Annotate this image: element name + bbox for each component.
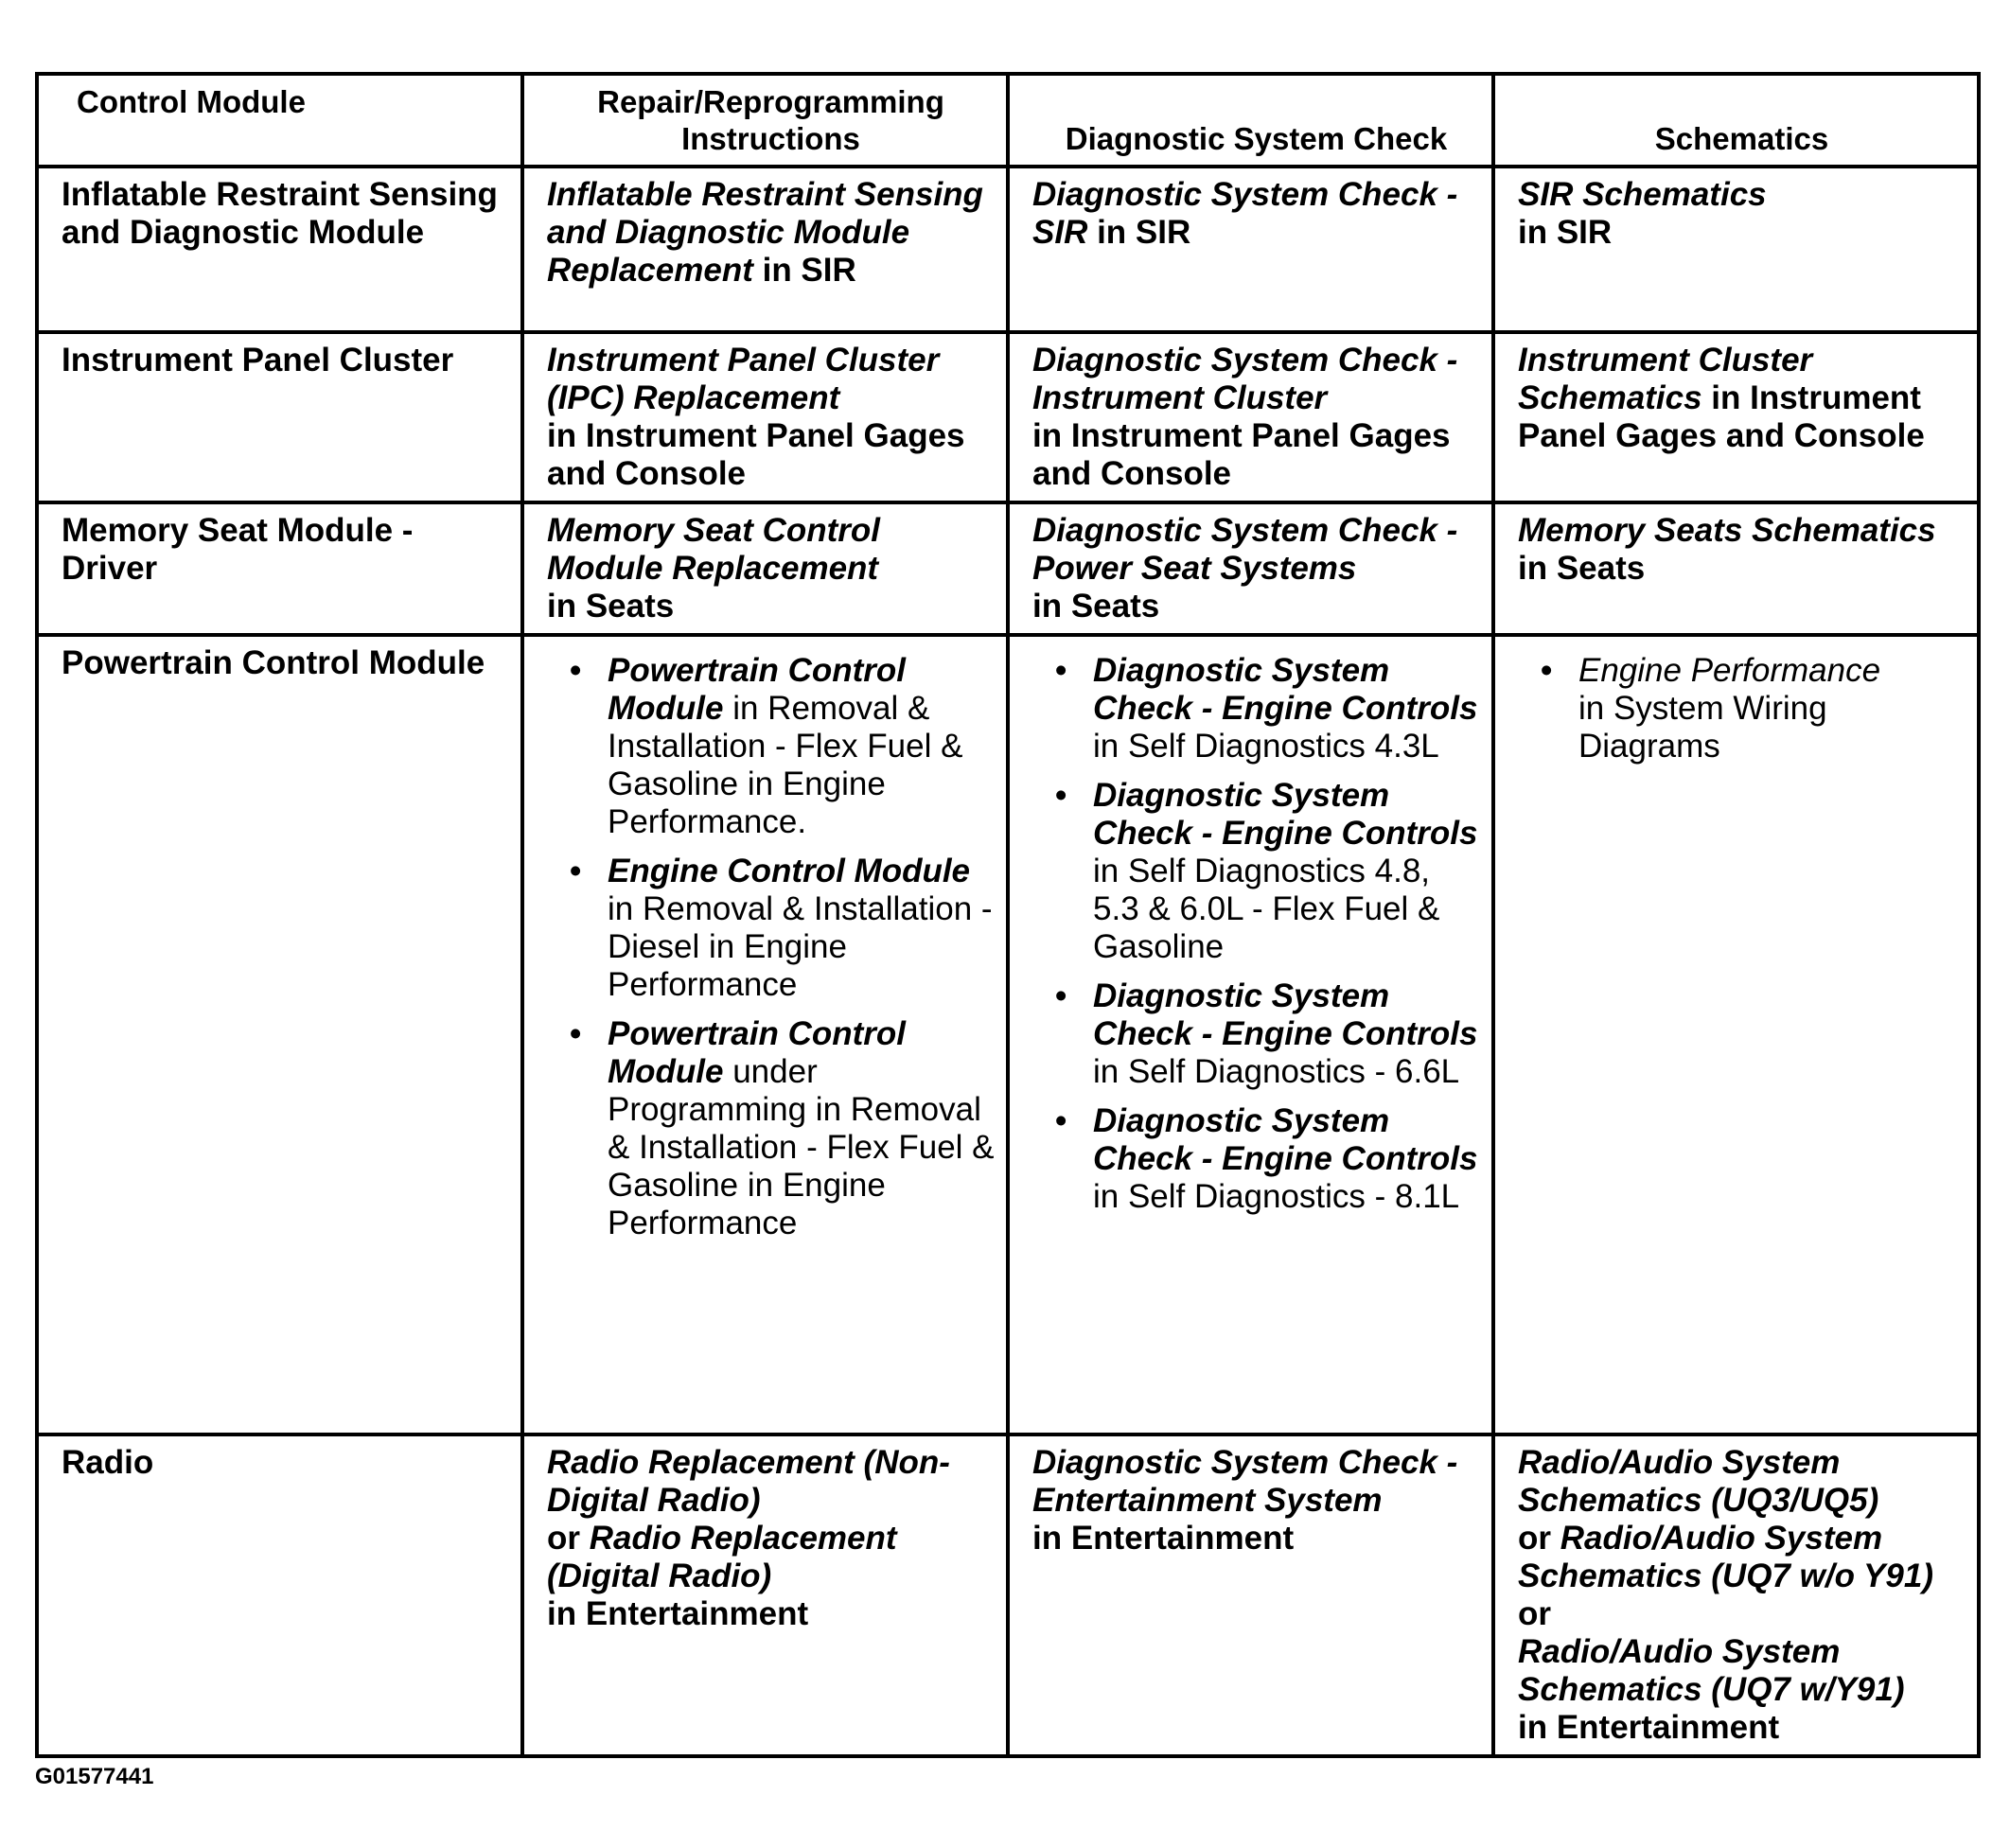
diagnostic-cell bbox=[1008, 635, 1493, 1434]
diagnostic-link: • Diagnostic System Check - Engine Controls bbox=[1093, 977, 1478, 1052]
list-item: • Diagnostic System Check - Engine Controls in Self Diagnostics - 6.6L bbox=[1093, 977, 1480, 1091]
schematics-link: • Engine Performance bbox=[1578, 652, 1881, 689]
diagnostic-cell: Diagnostic System Check - Entertainment System in Entertainment bbox=[1008, 1434, 1493, 1756]
schematics-link: SIR Schematics bbox=[1518, 176, 1767, 213]
header-repair-line1: Repair/Reprogramming bbox=[597, 84, 944, 119]
header-row bbox=[37, 74, 1979, 167]
repair-link: Instrument Panel Cluster (IPC) Replacement bbox=[547, 342, 940, 416]
schematics-cell: SIR Schematics in SIR bbox=[1493, 167, 1979, 332]
schematics-cell: Instrument Cluster Schematics in Instrument Panel Gages and Console bbox=[1493, 332, 1979, 502]
schematics-cell: Radio/Audio System Schematics (UQ3/UQ5) or Radio/Audio System Schematics (UQ7 w/o Y91) or Radio/Audio System Schematics (UQ7 w/Y91) in Entertainment bbox=[1493, 1434, 1979, 1756]
header-repair-instructions bbox=[522, 74, 1008, 167]
list-item: • Engine Performance in System Wiring Diagrams bbox=[1578, 652, 1966, 766]
schematics-link: Instrument Cluster Schematics bbox=[1518, 342, 1813, 416]
repair-link: Powertrain Control Module bbox=[608, 1015, 907, 1090]
schematics-bullet-list bbox=[1518, 652, 1966, 766]
diagnostic-cell: Diagnostic System Check - Power Seat Systems in Seats bbox=[1008, 502, 1493, 635]
schematics-link: Radio/Audio System Schematics (UQ7 w/o Y91) bbox=[1518, 1520, 1933, 1594]
repair-cell: Inflatable Restraint Sensing and Diagnostic Module Replacement in SIR bbox=[522, 167, 1008, 332]
list-item: • Powertrain Control Module in Removal & Installation - Flex Fuel & Gasoline in Engine Performance. bbox=[608, 652, 995, 841]
module-name-cell: Radio bbox=[37, 1434, 522, 1756]
list-item: • Powertrain Control Module under Programming in Removal & Installation - Flex Fuel & Gasoline in Engine Performance bbox=[608, 1015, 995, 1242]
module-name-cell: Powertrain Control Module bbox=[37, 635, 522, 1434]
schematics-cell: Memory Seats Schematics in Seats bbox=[1493, 502, 1979, 635]
repair-cell bbox=[522, 635, 1008, 1434]
list-item: • Diagnostic System Check - Engine Controls in Self Diagnostics - 8.1L bbox=[1093, 1102, 1480, 1216]
diagnostic-link: Diagnostic System Check - Entertainment System bbox=[1032, 1444, 1458, 1519]
diagnostic-link: Diagnostic System Check - Instrument Cluster bbox=[1032, 342, 1458, 416]
diagnostic-link: • Diagnostic System Check - Engine Controls bbox=[1093, 1102, 1478, 1177]
list-item: • Engine Control Module in Removal & Installation - Diesel in Engine Performance bbox=[608, 853, 995, 1004]
table-row bbox=[37, 332, 1979, 502]
repair-link: Powertrain Control Module bbox=[608, 652, 907, 727]
table-row bbox=[37, 635, 1979, 1434]
diagnostic-link: • Diagnostic System Check - Engine Controls bbox=[1093, 652, 1478, 727]
module-name-cell: Instrument Panel Cluster bbox=[37, 332, 522, 502]
header-control-module: Control Module bbox=[37, 74, 522, 167]
schematics-link: Radio/Audio System Schematics (UQ7 w/Y91) bbox=[1518, 1633, 1905, 1708]
table-row bbox=[37, 167, 1979, 332]
repair-link: Radio Replacement (Digital Radio) bbox=[547, 1520, 897, 1594]
table-row bbox=[37, 1434, 1979, 1756]
repair-cell: Instrument Panel Cluster (IPC) Replacement in Instrument Panel Gages and Console bbox=[522, 332, 1008, 502]
repair-link: Engine Control Module bbox=[608, 853, 971, 889]
diagnostic-cell: Diagnostic System Check - SIR in SIR bbox=[1008, 167, 1493, 332]
diagnostic-link: • Diagnostic System Check - Engine Controls bbox=[1093, 777, 1478, 852]
repair-link: Memory Seat Control Module Replacement bbox=[547, 512, 880, 587]
header-schematics: Schematics bbox=[1493, 74, 1979, 167]
repair-bullet-list bbox=[547, 652, 995, 1242]
diagnostic-cell: Diagnostic System Check - Instrument Cluster in Instrument Panel Gages and Console bbox=[1008, 332, 1493, 502]
diagnostic-link: Diagnostic System Check - Power Seat Systems bbox=[1032, 512, 1458, 587]
repair-cell: Radio Replacement (Non-Digital Radio) or Radio Replacement (Digital Radio) in Entertainment bbox=[522, 1434, 1008, 1756]
list-item: • Diagnostic System Check - Engine Controls in Self Diagnostics 4.3L bbox=[1093, 652, 1480, 766]
header-diagnostic-system-check: Diagnostic System Check bbox=[1008, 74, 1493, 167]
control-module-reference-table bbox=[35, 72, 1981, 1758]
table-row bbox=[37, 502, 1979, 635]
header-repair-line2: Instructions bbox=[681, 121, 860, 156]
list-item: • Diagnostic System Check - Engine Controls in Self Diagnostics 4.8, 5.3 & 6.0L - Flex Fuel & Gasoline bbox=[1093, 777, 1480, 966]
module-name-cell: Memory Seat Module - Driver bbox=[37, 502, 522, 635]
diagnostic-link: Diagnostic System Check - SIR bbox=[1032, 176, 1458, 251]
figure-id: G01577441 bbox=[35, 1764, 154, 1789]
schematics-link: Radio/Audio System Schematics (UQ3/UQ5) bbox=[1518, 1444, 1879, 1519]
module-name-cell: Inflatable Restraint Sensing and Diagnostic Module bbox=[37, 167, 522, 332]
repair-link: Inflatable Restraint Sensing and Diagnostic Module Replacement bbox=[547, 176, 983, 289]
schematics-link: Memory Seats Schematics bbox=[1518, 512, 1936, 549]
schematics-cell bbox=[1493, 635, 1979, 1434]
repair-link: Radio Replacement (Non-Digital Radio) bbox=[547, 1444, 950, 1519]
diagnostic-bullet-list bbox=[1032, 652, 1480, 1216]
repair-cell: Memory Seat Control Module Replacement in Seats bbox=[522, 502, 1008, 635]
